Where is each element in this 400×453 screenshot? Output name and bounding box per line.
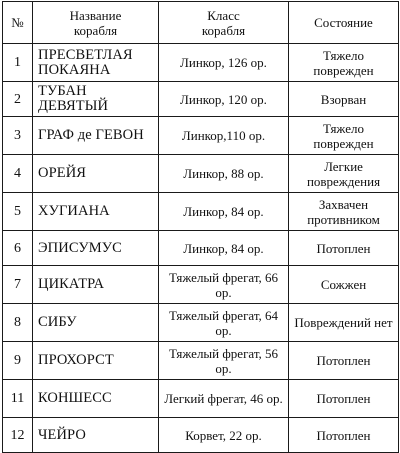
table-row bbox=[3, 231, 399, 266]
table-row bbox=[3, 117, 399, 155]
ship-name: СИБУ bbox=[33, 304, 159, 342]
header-ship-name bbox=[33, 2, 159, 44]
ship-class: Тяжелый фрегат, 56 ор. bbox=[159, 342, 289, 380]
ship-state: Потоплен bbox=[289, 380, 399, 418]
table-row bbox=[3, 155, 399, 193]
ship-state: Потоплен bbox=[289, 418, 399, 453]
ship-class: Легкий фрегат, 46 ор. bbox=[159, 380, 289, 418]
ship-name: КОНШЕСС bbox=[33, 380, 159, 418]
row-number: 9 bbox=[3, 342, 33, 380]
ship-state: Тяжело поврежден bbox=[289, 44, 399, 82]
table-row bbox=[3, 82, 399, 117]
ship-class: Тяжелый фрегат, 66 ор. bbox=[159, 266, 289, 304]
header-ship-class-line1: Класс bbox=[207, 7, 240, 23]
ship-name: ПРЕСВЕТЛАЯ ПОКАЯНА bbox=[33, 44, 159, 82]
header-ship-class-line2: корабля bbox=[201, 22, 246, 38]
ship-name: ХУГИАНА bbox=[33, 193, 159, 231]
row-number: 4 bbox=[3, 155, 33, 193]
row-number: 11 bbox=[3, 380, 33, 418]
row-number: 3 bbox=[3, 117, 33, 155]
header-ship-name-line1: Название bbox=[69, 7, 122, 23]
ship-name: ОРЕЙЯ bbox=[33, 155, 159, 193]
ship-class: Линкор, 84 ор. bbox=[159, 193, 289, 231]
table-row bbox=[3, 44, 399, 82]
ship-name: ЧЕЙРО bbox=[33, 418, 159, 453]
table-row bbox=[3, 380, 399, 418]
header-state: Состояние bbox=[289, 2, 399, 44]
ship-state: Сожжен bbox=[289, 266, 399, 304]
ship-class: Корвет, 22 ор. bbox=[159, 418, 289, 453]
ship-name: ПРОХОРСТ bbox=[33, 342, 159, 380]
row-number: 1 bbox=[3, 44, 33, 82]
row-number: 2 bbox=[3, 82, 33, 117]
ship-state: Легкие повреждения bbox=[289, 155, 399, 193]
ship-name: ГРАФ де ГЕВОН bbox=[33, 117, 159, 155]
header-ship-name-line2: корабля bbox=[73, 22, 118, 38]
ship-class: Линкор, 88 ор. bbox=[159, 155, 289, 193]
ship-state: Тяжело поврежден bbox=[289, 117, 399, 155]
ship-class: Линкор, 120 ор. bbox=[159, 82, 289, 117]
ship-state: Взорван bbox=[289, 82, 399, 117]
row-number: 8 bbox=[3, 304, 33, 342]
ship-state: Захвачен противником bbox=[289, 193, 399, 231]
table-row bbox=[3, 342, 399, 380]
ship-class: Тяжелый фрегат, 64 ор. bbox=[159, 304, 289, 342]
row-number: 5 bbox=[3, 193, 33, 231]
row-number: 6 bbox=[3, 231, 33, 266]
table-row bbox=[3, 266, 399, 304]
header-ship-class bbox=[159, 2, 289, 44]
ship-name: ЦИКАТРА bbox=[33, 266, 159, 304]
ship-class: Линкор, 126 ор. bbox=[159, 44, 289, 82]
ship-name: ТУБАН ДЕВЯТЫЙ bbox=[33, 82, 159, 117]
table-header-row bbox=[3, 2, 399, 44]
table-row bbox=[3, 418, 399, 453]
row-number: 12 bbox=[3, 418, 33, 453]
table-row bbox=[3, 304, 399, 342]
ship-state: Повреждений нет bbox=[289, 304, 399, 342]
ship-name: ЭПИСУМУС bbox=[33, 231, 159, 266]
ship-class: Линкор,110 ор. bbox=[159, 117, 289, 155]
table-row bbox=[3, 193, 399, 231]
ships-table bbox=[2, 1, 399, 453]
row-number: 7 bbox=[3, 266, 33, 304]
ship-state: Потоплен bbox=[289, 231, 399, 266]
ship-class: Линкор, 84 ор. bbox=[159, 231, 289, 266]
header-number: № bbox=[3, 2, 33, 44]
ship-state: Потоплен bbox=[289, 342, 399, 380]
